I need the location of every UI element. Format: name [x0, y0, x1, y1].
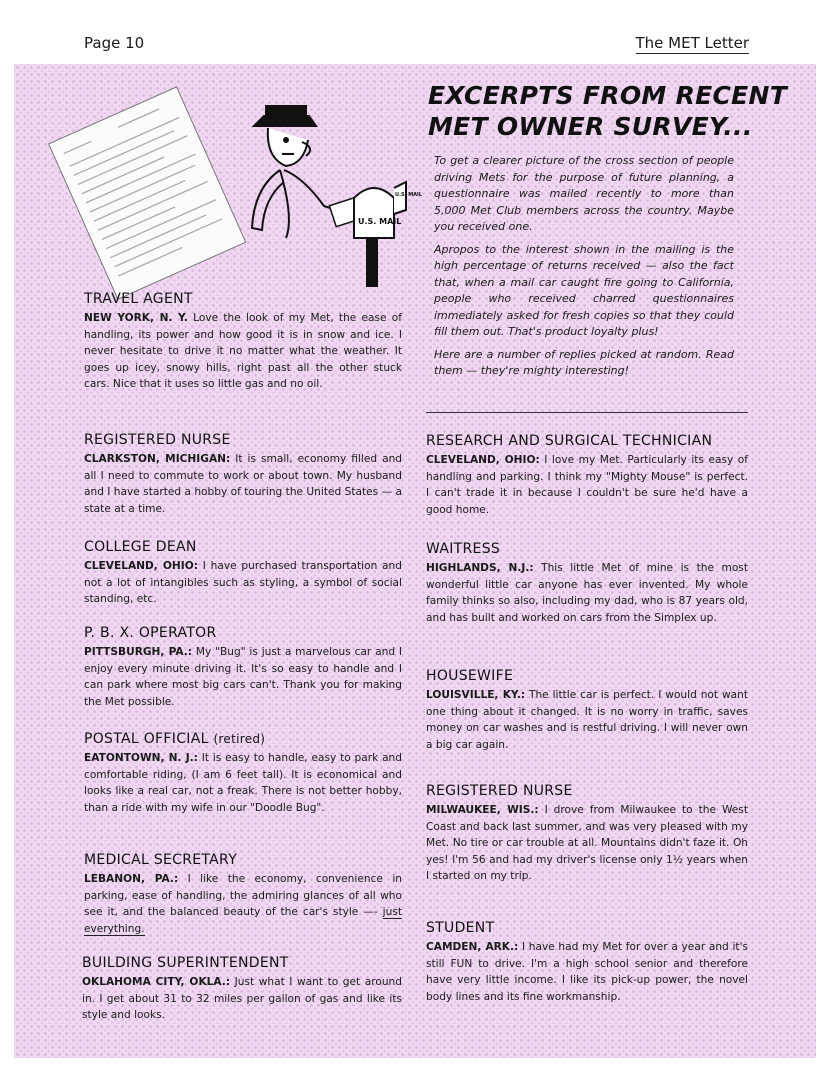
entry-text: This little Met of mine is the most wonderful little car anyone has ever invented. My whole family thinks so also, including my dad, who is 87 years old, and has built and worked on cars from the Simplex up.	[426, 562, 748, 624]
entry-text: I have purchased transportation and not a lot of intangibles such as styling, a symbol of social standing, etc.	[84, 560, 402, 605]
entry-title: MEDICAL SECRETARY	[84, 852, 238, 868]
headline-line-1: EXCERPTS FROM RECENT	[428, 81, 788, 110]
entry-location: PITTSBURGH, PA.:	[84, 646, 193, 658]
entry-location: MILWAUKEE, WIS.:	[426, 804, 539, 816]
survey-entry	[426, 782, 748, 885]
entry-title: WAITRESS	[426, 541, 501, 557]
section-divider	[426, 412, 748, 413]
survey-entry	[84, 624, 402, 710]
man-mailing-letter-drawing	[54, 78, 423, 288]
entry-body	[82, 974, 402, 1024]
entry-text: I have had my Met for over a year and it's still FUN to drive. I'm a high school senior and therefore have very little income. I like its pick-up power, the novel body lines and its fine workmanship.	[426, 941, 748, 1003]
entry-location: HIGHLANDS, N.J.:	[426, 562, 534, 574]
entry-emphasis: just everything.	[84, 906, 402, 935]
mailbox-illustration	[54, 78, 423, 288]
intro-paragraph: To get a clearer picture of the cross section of people driving Mets for the purpose of future planning, a questionnaire was mailed recently to more than 5,000 Met Club members across the country. Maybe you received one.	[434, 154, 734, 233]
entry-location: CLEVELAND, OHIO:	[84, 560, 198, 572]
entry-text: I love my Met. Particularly its easy of handling and parking. I think my "Mighty Mouse" is perfect. I can't trade it in because I couldn't be sure he'd have a good home.	[426, 454, 748, 516]
entry-body	[84, 310, 402, 393]
entry-body	[84, 871, 402, 937]
page-header	[84, 34, 749, 56]
article-headline	[428, 80, 788, 142]
entry-title: REGISTERED NURSE	[426, 783, 573, 799]
survey-entry	[84, 730, 402, 816]
entry-title: BUILDING SUPERINTENDENT	[82, 955, 289, 971]
entry-title-suffix: (retired)	[213, 732, 266, 746]
entry-location: NEW YORK, N. Y.	[84, 312, 188, 324]
entry-body	[84, 750, 402, 816]
entry-title: P. B. X. OPERATOR	[84, 625, 217, 641]
survey-entry	[84, 431, 402, 517]
entry-body	[426, 452, 748, 518]
survey-entry	[426, 667, 748, 753]
entry-title: TRAVEL AGENT	[84, 291, 193, 307]
entry-body	[426, 560, 748, 626]
intro-paragraph: Apropos to the interest shown in the mailing is the high percentage of returns received — also the fact that, when a mail car caught fire going to California, people who received charred questionnaires immediately asked for fresh copies so that they could fill them out. That's product loyalty plus!	[434, 242, 734, 338]
survey-entry	[84, 290, 402, 393]
mailbox-label: U.S. MAIL	[358, 217, 402, 226]
entry-title: REGISTERED NURSE	[84, 432, 231, 448]
headline-line-2: MET OWNER SURVEY...	[428, 112, 753, 141]
entry-location: CAMDEN, ARK.:	[426, 941, 519, 953]
entry-text: Love the look of my Met, the ease of handling, its power and how good it is in snow and ice. I never hesitate to drive it no matter what the weather. It goes up icey, snowy hills, right past all the other stuck cars. Nice that it uses so little gas and no oil.	[84, 312, 403, 390]
entry-title: HOUSEWIFE	[426, 668, 514, 684]
entry-location: LOUISVILLE, KY.:	[426, 689, 526, 701]
survey-entry	[426, 432, 748, 518]
entry-text: It is small, economy filled and all I need to commute to work or about town. My husband and I have started a hobby of touring the United States — a state at a time.	[84, 453, 403, 515]
survey-entry	[426, 919, 748, 1005]
entry-body	[84, 451, 402, 517]
survey-entry	[426, 540, 748, 626]
entry-title: COLLEGE DEAN	[84, 539, 197, 555]
page-number: Page 10	[84, 34, 145, 52]
entry-body	[84, 644, 402, 710]
entry-title: STUDENT	[426, 920, 495, 936]
survey-entry	[84, 851, 402, 937]
survey-entry	[82, 954, 402, 1024]
entry-location: CLEVELAND, OHIO:	[426, 454, 540, 466]
entry-location: OKLAHOMA CITY, OKLA.:	[82, 976, 231, 988]
entry-location: CLARKSTON, MICHIGAN:	[84, 453, 231, 465]
survey-entry	[84, 538, 402, 608]
entry-location: LEBANON, PA.:	[84, 873, 179, 885]
entry-title-row	[84, 730, 402, 748]
entry-text: My "Bug" is just a marvelous car and I enjoy every minute driving it. It's so easy to handle and I can park where most big cars can't. Thank you for making the Met possible.	[84, 646, 403, 708]
entry-text: I drove from Milwaukee to the West Coast and back last summer, and was very pleased with my Met. No tire or car trouble at all. Mountains didn't faze it. Oh yes! I'm 56 and had my driver's license only 1½ years when I started on my trip.	[426, 804, 748, 882]
entry-body	[426, 939, 748, 1005]
entry-body	[84, 558, 402, 608]
entry-body	[426, 687, 748, 753]
entry-title: RESEARCH AND SURGICAL TECHNICIAN	[426, 433, 713, 449]
entry-body	[426, 802, 748, 885]
entry-text: It is easy to handle, easy to park and comfortable riding, (I am 6 feet tall). It is economical and looks like a real car, not a freak. There is not better hobby, than a ride with my wife in our "Doodle Bug".	[84, 752, 402, 814]
publication-name: The MET Letter	[635, 34, 749, 52]
intro-paragraph: Here are a number of replies picked at random. Read them — they're mighty interesting!	[434, 347, 734, 377]
entry-text: I like the economy, convenience in parking, ease of handling, the admiring glances of all who see it, and the balanced beauty of the car's style —-	[84, 873, 402, 918]
intro-text	[434, 153, 734, 386]
entry-location: EATONTOWN, N. J.:	[84, 752, 198, 764]
mailbox-flag-label: U.S. MAIL	[395, 192, 423, 198]
entry-text: Just what I want to get around in. I get about 31 to 32 miles per gallon of gas and like its style and looks.	[82, 976, 402, 1021]
entry-title: POSTAL OFFICIAL	[84, 731, 209, 747]
entry-text: The little car is perfect. I would not want one thing about it changed. It is no worry in traffic, saves money on car washes and is restful driving. I will never own a big car again.	[426, 689, 749, 751]
